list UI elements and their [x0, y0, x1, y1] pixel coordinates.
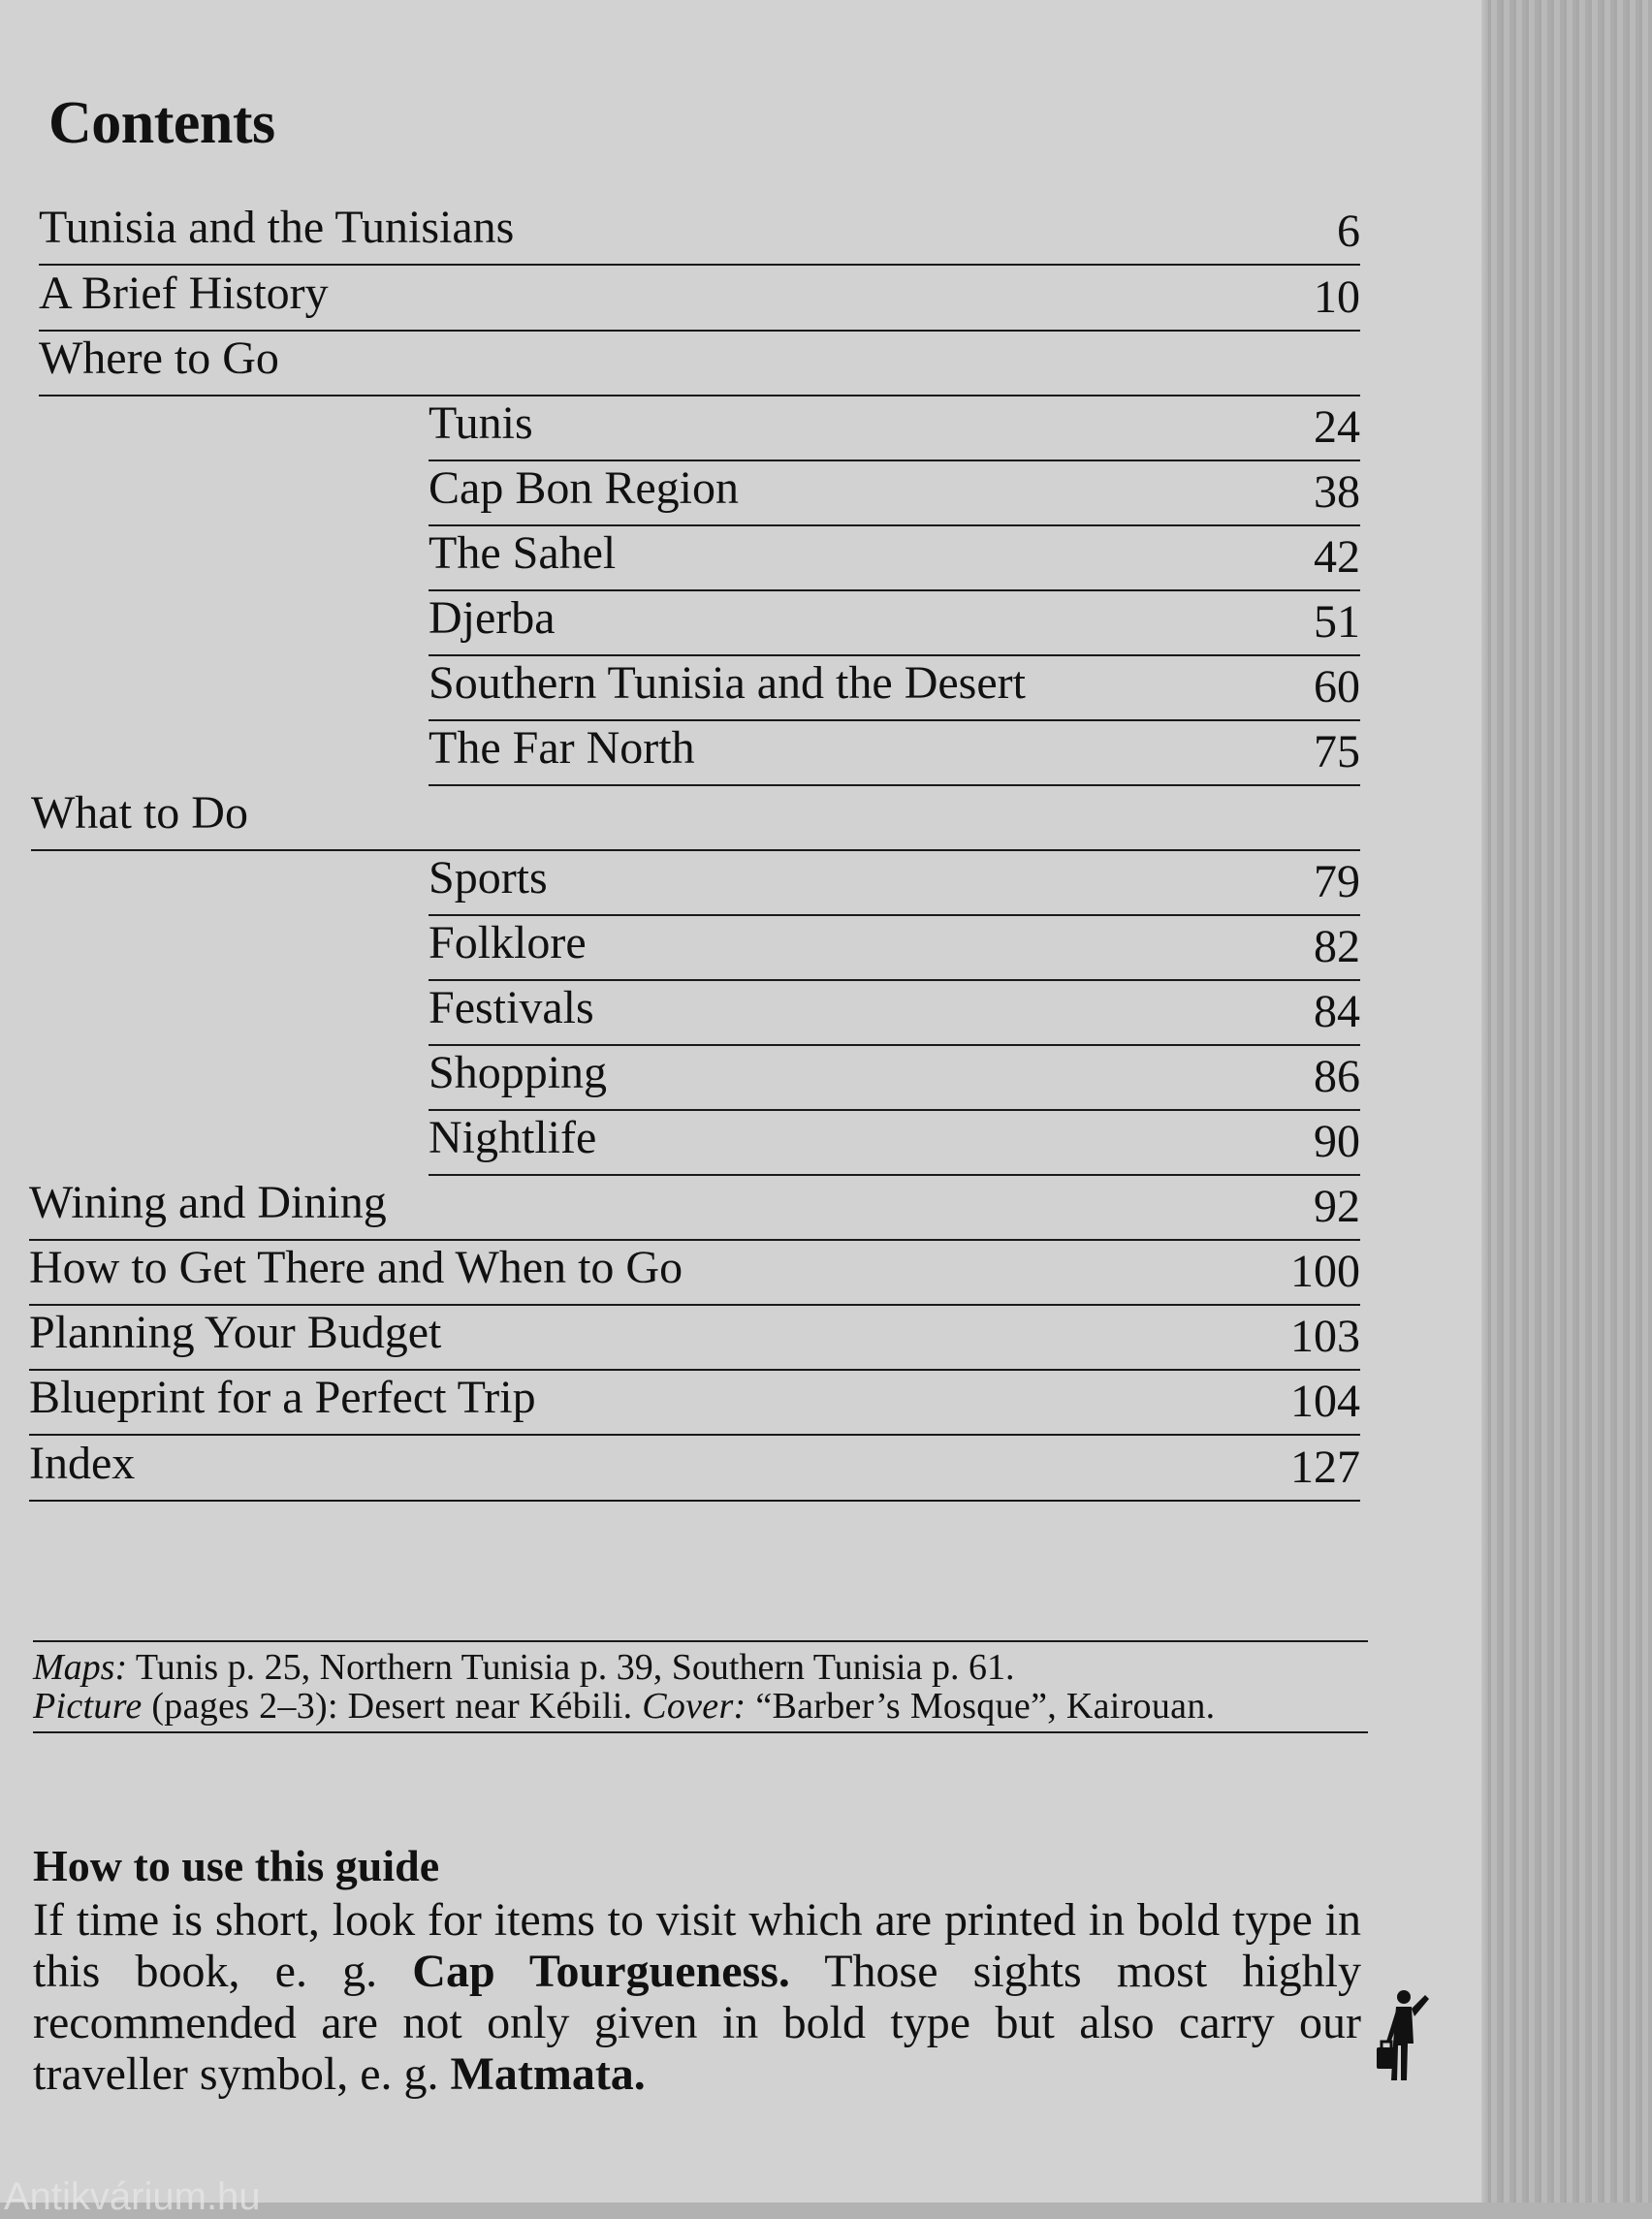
toc-row [429, 395, 1360, 461]
toc-label: How to Get There and When to Go [29, 1242, 683, 1293]
toc-page: 100 [1290, 1246, 1360, 1297]
toc-page: 6 [1337, 206, 1360, 257]
toc-label: Nightlife [429, 1112, 597, 1163]
guide-heading: How to use this guide [33, 1841, 440, 1890]
toc-row [29, 1435, 1360, 1502]
toc-page: 60 [1314, 661, 1360, 713]
toc-label: What to Do [31, 787, 248, 839]
picture-line [33, 1687, 1368, 1726]
toc-row [429, 460, 1360, 526]
toc-page: 38 [1314, 466, 1360, 518]
toc-row [39, 330, 1360, 396]
toc-row [29, 1174, 1360, 1241]
toc-page: 127 [1290, 1442, 1360, 1493]
picture-text: (pages 2–3): Desert near Kébili. [142, 1686, 643, 1727]
picture-label: Picture [33, 1686, 143, 1727]
toc-label: Shopping [429, 1047, 608, 1098]
toc-label: A Brief History [39, 268, 329, 319]
toc-page: 86 [1314, 1051, 1360, 1102]
usage-guide [33, 1840, 1361, 2100]
toc-label: Blueprint for a Perfect Trip [29, 1372, 536, 1423]
toc-row [29, 1304, 1360, 1371]
toc-label: Tunisia and the Tunisians [39, 202, 515, 253]
toc-row [429, 1109, 1360, 1176]
maps-line [33, 1648, 1368, 1687]
toc-label: The Sahel [429, 527, 617, 579]
toc-row [429, 979, 1360, 1046]
maps-note [33, 1640, 1368, 1733]
toc-page: 84 [1314, 986, 1360, 1037]
toc-row [429, 719, 1360, 786]
cover-text: “Barber’s Mosque”, Kairouan. [746, 1686, 1216, 1727]
cover-label: Cover: [642, 1686, 747, 1727]
toc-label: Djerba [429, 592, 556, 644]
toc-page: 75 [1314, 726, 1360, 777]
toc-row [429, 654, 1360, 721]
toc-row [429, 524, 1360, 591]
toc-label: Planning Your Budget [29, 1307, 442, 1358]
example-bold-2: Matmata. [450, 2048, 646, 2100]
guide-text-2: Those sights most highly recommended are not only given in bold type but also carry our traveller symbol, e. g. [33, 1946, 1362, 2100]
toc-page: 103 [1290, 1311, 1360, 1362]
toc-page: 42 [1314, 531, 1360, 583]
toc-row [31, 784, 1360, 851]
toc-label: Index [29, 1438, 136, 1489]
toc-label: The Far North [429, 722, 695, 774]
toc-page: 82 [1314, 921, 1360, 972]
toc-row [429, 589, 1360, 656]
example-bold-1: Cap Tourgueness. [412, 1946, 790, 1997]
toc-label: Wining and Dining [29, 1177, 387, 1228]
toc-label: Festivals [429, 982, 594, 1033]
toc-label: Cap Bon Region [429, 462, 739, 514]
toc-label: Sports [429, 852, 548, 903]
toc-row [429, 914, 1360, 981]
toc-page: 104 [1290, 1376, 1360, 1427]
toc-label: Southern Tunisia and the Desert [429, 657, 1026, 709]
traveller-icon [1371, 1987, 1431, 2084]
toc-row [39, 199, 1360, 266]
toc-row [29, 1369, 1360, 1436]
toc-page: 51 [1314, 596, 1360, 648]
toc-row [429, 849, 1360, 916]
toc-page: 79 [1314, 856, 1360, 907]
toc-label: Where to Go [39, 333, 279, 384]
toc-page: 24 [1314, 401, 1360, 453]
maps-label: Maps: [33, 1647, 128, 1688]
toc-page: 10 [1314, 271, 1360, 323]
guide-text [33, 1894, 1361, 2100]
book-edge [1488, 0, 1652, 2203]
toc-label: Folklore [429, 917, 587, 968]
toc-row [29, 1239, 1360, 1306]
toc-page: 90 [1314, 1116, 1360, 1167]
watermark: Antikvárium.hu [4, 2175, 261, 2218]
maps-text: Tunis p. 25, Northern Tunisia p. 39, Southern Tunisia p. 61. [127, 1647, 1015, 1688]
page-title: Contents [48, 90, 275, 156]
toc-label: Tunis [429, 397, 533, 449]
guide-text-1: If time is short, look for items to visit which are printed in bold type in this book, e. g. [33, 1894, 1361, 1997]
toc-row [39, 265, 1360, 332]
toc-page: 92 [1314, 1181, 1360, 1232]
toc-row [429, 1044, 1360, 1111]
